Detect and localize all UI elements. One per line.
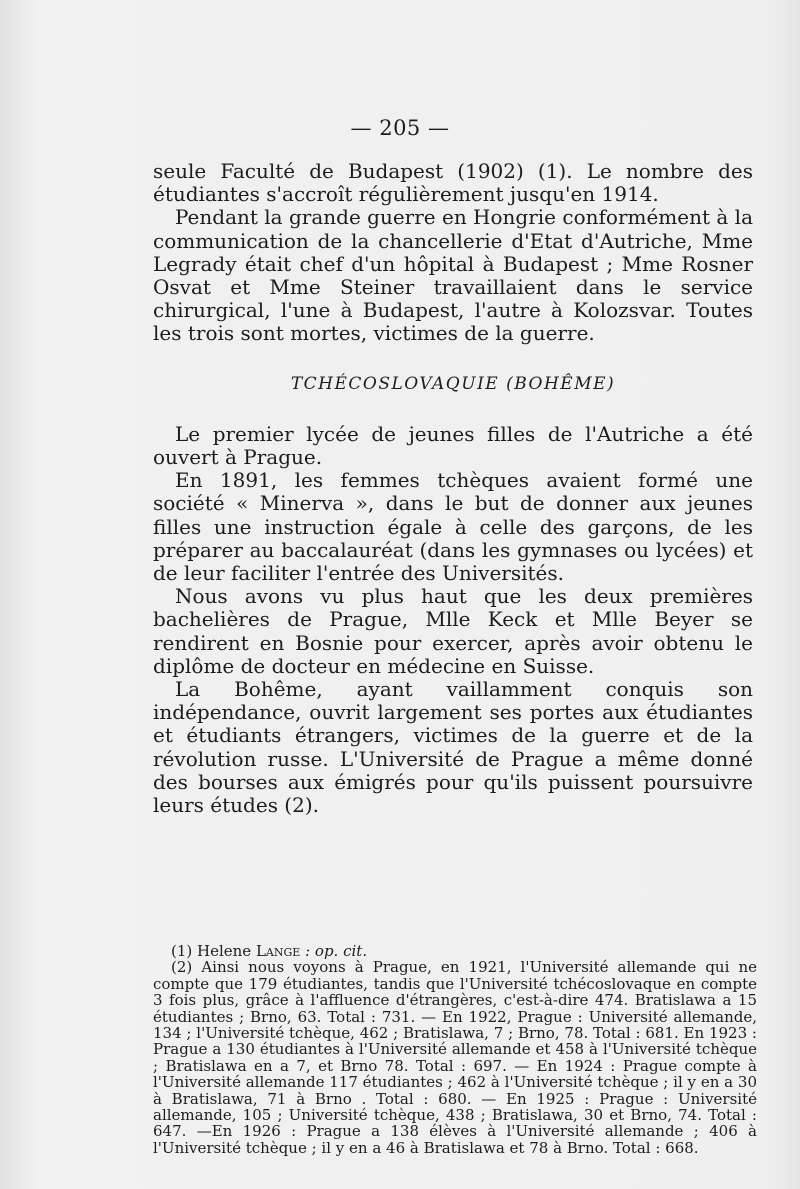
footnote-1-suffix: : op. cit.	[300, 942, 368, 960]
paragraph-5: Nous avons vu plus haut que les deux premières bachelières de Prague, Mlle Keck et Mlle Beyer se rendirent en Bosnie pour exercer, après avoir obtenu le diplôme de docteur en médecine en Suisse.	[153, 584, 753, 678]
main-text	[153, 160, 753, 817]
paragraph-4: En 1891, les femmes tchèques avaient formé une société « Minerva », dans le but de donner aux jeunes filles une instruction égale à celle des garçons, de les préparer au baccalauréat (dans les gymnases ou lycées) et de leur faciliter l'entrée des Universités.	[153, 468, 753, 586]
paragraph-6: La Bohême, ayant vaillamment conquis son indépendance, ouvrit largement ses portes aux étudiantes et étudiants étrangers, victimes de la guerre et de la révolution russe. L'Université de Prague a même donné des bourses aux émigrés pour qu'ils puissent poursuivre leurs études (2).	[153, 677, 753, 818]
footnote-1-author: Lange	[255, 942, 301, 960]
paragraph-3: Le premier lycée de jeunes filles de l'Autriche a été ouvert à Prague.	[153, 421, 753, 470]
footnote-2: (2) Ainsi nous voyons à Prague, en 1921, l'Université allemande qui ne compte que 179 étudiantes, tandis que l'Université tchécoslovaque en compte 3 fois plus, grâce à l'affluence d'étrangères, c'est-à-dire 474. Bratislawa a 15 étudiantes ; Brno, 63. Total : 731. — En 1922, Prague : Université allemande, 134 ; l'Université tchèque, 462 ; Bratislawa, 7 ; Brno, 78. Total : 681. En 1923 : Prague a 130 étudiantes à l'Université allemande et 458 à l'Université tchèque ; Bratislawa en a 7, et Brno 78. Total : 697. — En 1924 : Prague compte à l'Université allemande 117 étudiantes ; 462 à l'Université tchèque ; il y en a 30 à Bratislawa, 71 à Brno . Total : 680. — En 1925 : Prague : Université allemande, 105 ; Université tchèque, 438 ; Bratislawa, 30 et Brno, 74. Total : 647. —En 1926 : Prague a 138 élèves à l'Université allemande ; 406 à l'Université tchèque ; il y en a 46 à Bratislawa et 78 à Brno. Total : 668.	[153, 958, 757, 1157]
footnote-1-prefix: (1) Helene	[171, 942, 256, 960]
paragraph-1: seule Faculté de Budapest (1902) (1). Le nombre des étudiantes s'accroît régulièrement jusqu'en 1914.	[153, 159, 753, 207]
footnotes	[153, 943, 757, 1156]
footnote-1	[153, 943, 757, 959]
paragraph-2: Pendant la grande guerre en Hongrie conformément à la communication de la chancellerie d'Etat d'Autriche, Mme Legrady était chef d'un hôpital à Budapest ; Mme Rosner Osvat et Mme Steiner travaillaient dans le service chirurgical, l'une à Budapest, l'autre à Kolozsvar. Toutes les trois sont mortes, victimes de la guerre.	[153, 205, 753, 346]
page-number: — 205 —	[350, 116, 450, 140]
section-heading: TCHÉCOSLOVAQUIE (BOHÊME)	[290, 373, 616, 394]
